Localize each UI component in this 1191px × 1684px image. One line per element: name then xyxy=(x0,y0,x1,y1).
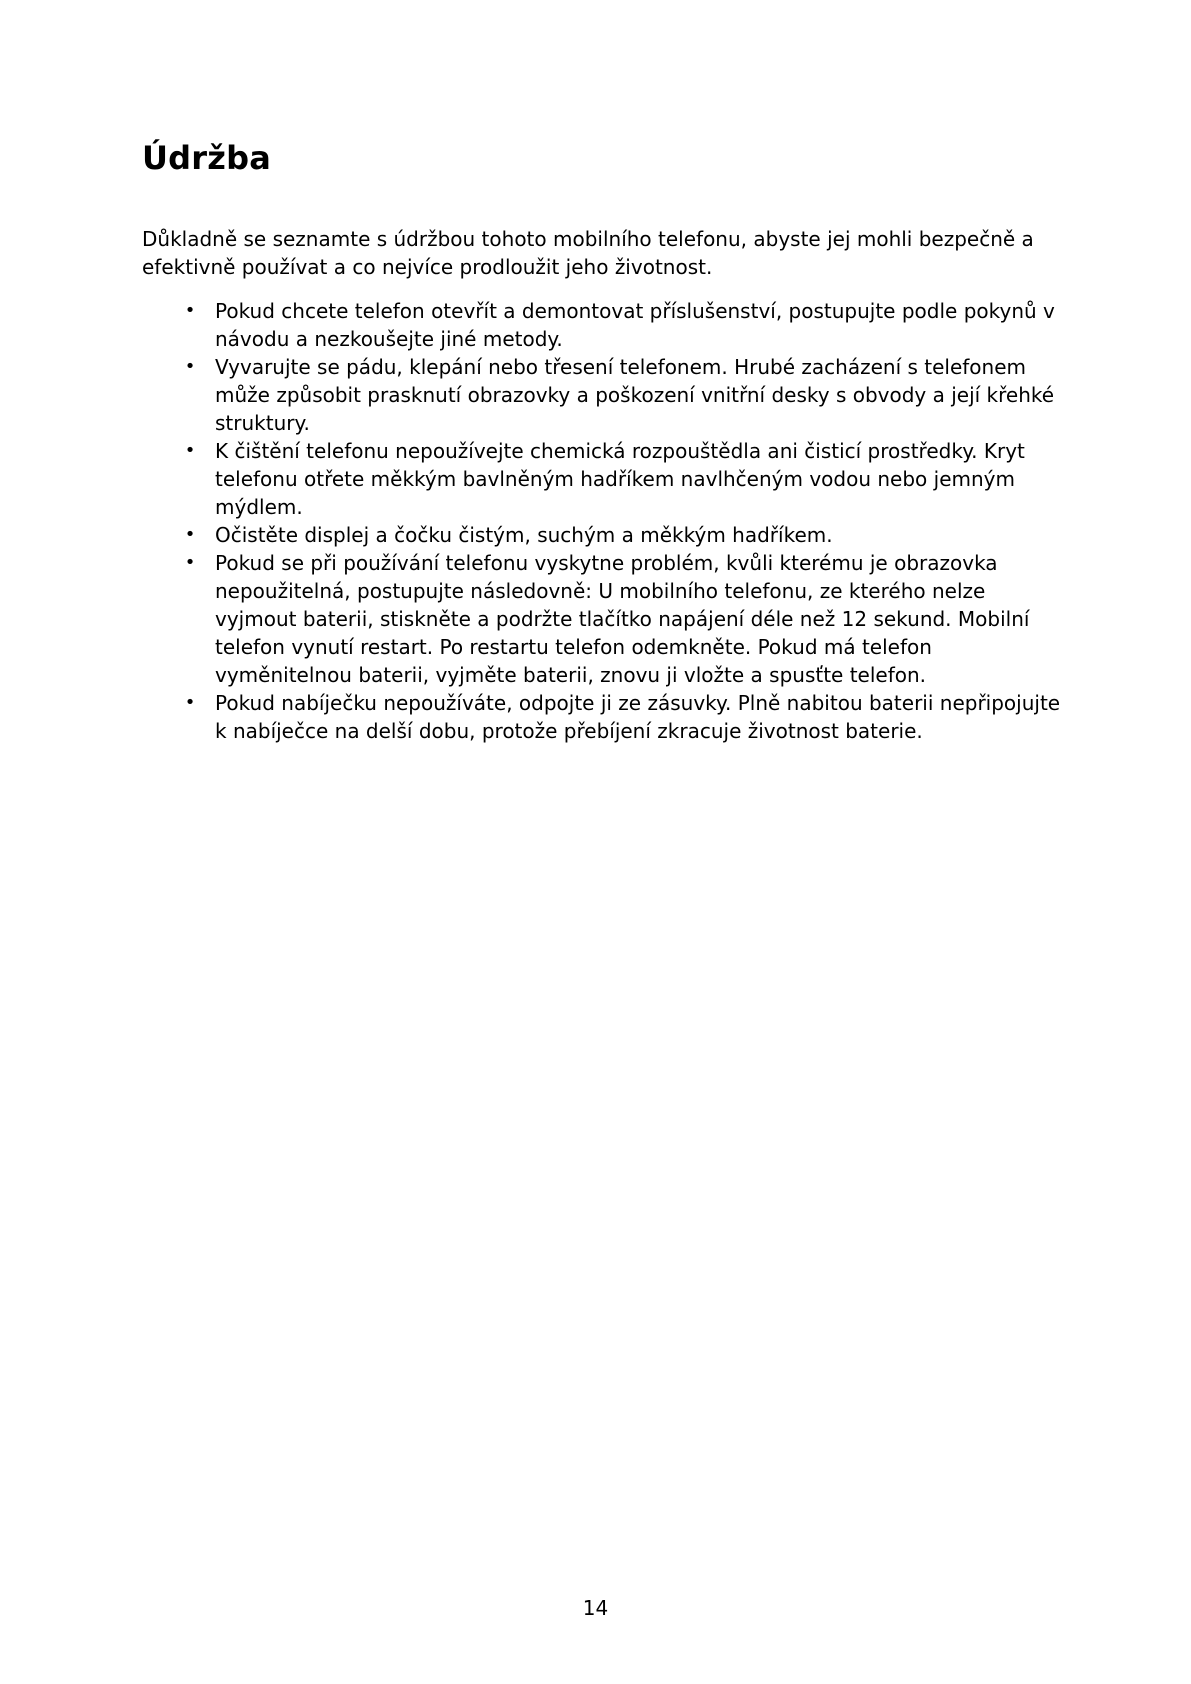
list-item xyxy=(142,549,1072,689)
list-item xyxy=(142,353,1072,437)
bullet-icon: • xyxy=(184,692,196,713)
bullet-icon: • xyxy=(184,440,196,461)
list-item-text: Pokud chcete telefon otevřít a demontovat příslušenství, postupujte podle pokynů v návodu a nezkoušejte jiné metody. xyxy=(215,299,1055,351)
bullet-icon: • xyxy=(184,356,196,377)
list-item xyxy=(142,689,1072,745)
list-item xyxy=(142,521,1072,549)
list-item-text: Pokud se při používání telefonu vyskytne problém, kvůli kterému je obrazovka nepoužitelná, postupujte následovně: U mobilního telefonu, ze kterého nelze vyjmout baterii, stiskněte a podržte tlačítko napájení déle než 12 sekund. Mobilní telefon vynutí restart. Po restartu telefon odemkněte. Pokud má telefon vyměnitelnou baterii, vyjměte baterii, znovu ji vložte a spusťte telefon. xyxy=(215,551,1030,687)
page-number: 14 xyxy=(582,1596,609,1620)
list-item-text: K čištění telefonu nepoužívejte chemická rozpouštědla ani čisticí prostředky. Kryt telefonu otřete měkkým bavlněným hadříkem navlhčeným vodou nebo jemným mýdlem. xyxy=(215,439,1025,519)
list-item xyxy=(142,297,1072,353)
list-item-text: Vyvarujte se pádu, klepání nebo třesení telefonem. Hrubé zacházení s telefonem může způsobit prasknutí obrazovky a poškození vnitřní desky s obvody a její křehké struktury. xyxy=(215,355,1055,435)
list-item xyxy=(142,437,1072,521)
intro-paragraph: Důkladně se seznamte s údržbou tohoto mobilního telefonu, abyste jej mohli bezpečně a efektivně používat a co nejvíce prodloužit jeho životnost. xyxy=(142,227,1034,279)
page-title: Údržba xyxy=(142,139,271,177)
bullet-icon: • xyxy=(184,524,196,545)
bullet-icon: • xyxy=(184,300,196,321)
maintenance-list xyxy=(142,297,1072,745)
list-item-text: Pokud nabíječku nepoužíváte, odpojte ji ze zásuvky. Plně nabitou baterii nepřipojujte k nabíječce na delší dobu, protože přebíjení zkracuje životnost baterie. xyxy=(215,691,1061,743)
list-item-text: Očistěte displej a čočku čistým, suchým a měkkým hadříkem. xyxy=(215,523,833,547)
bullet-icon: • xyxy=(184,552,196,573)
